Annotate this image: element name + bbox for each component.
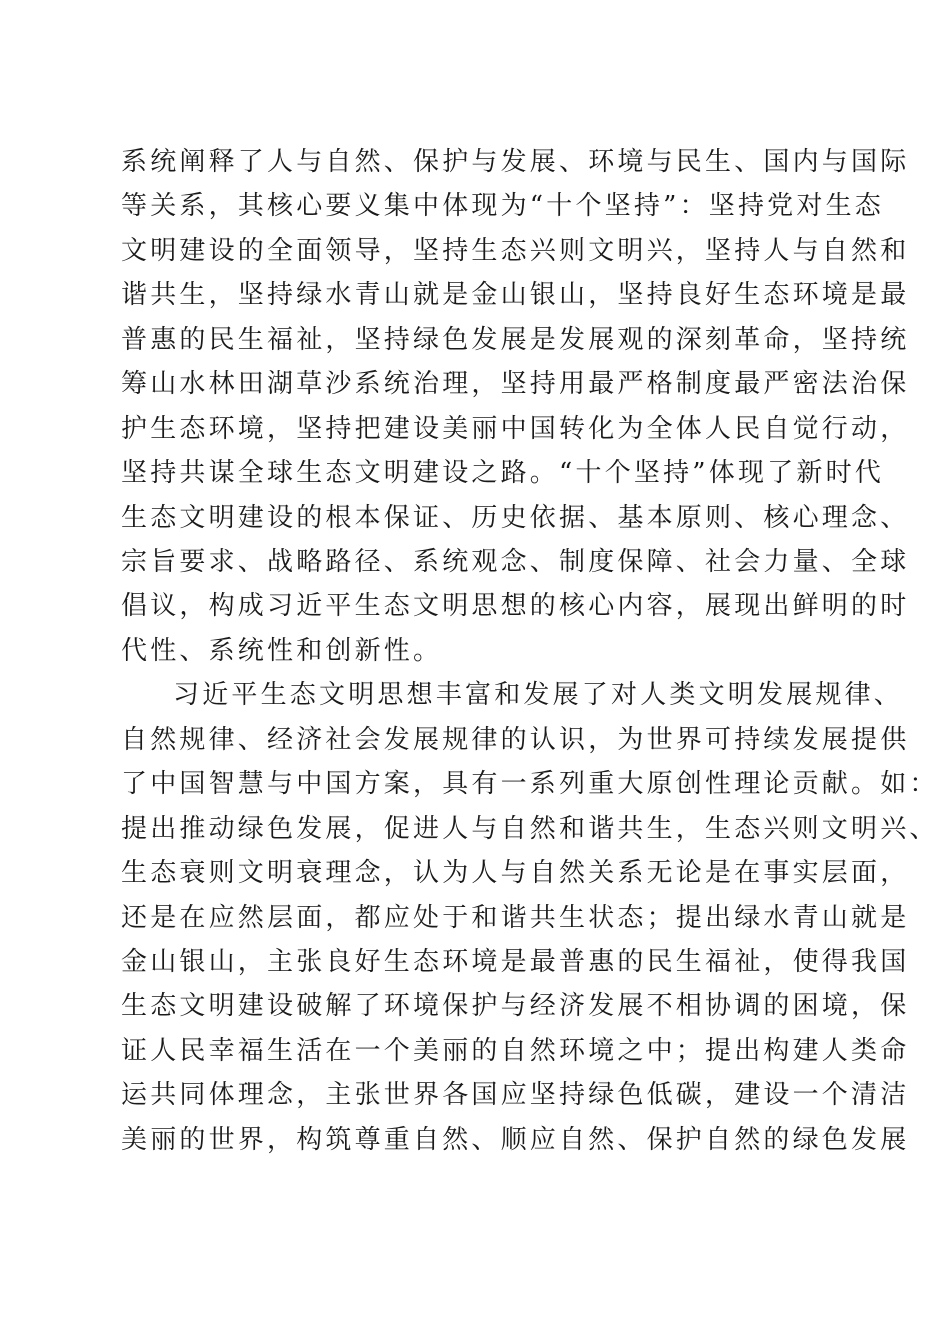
text-line: 运共同体理念，主张世界各国应坚持绿色低碳，建设一个清洁 bbox=[121, 1080, 910, 1110]
text-line: 代性、系统性和创新性。 bbox=[121, 636, 443, 666]
text-line: 宗旨要求、战略路径、系统观念、制度保障、社会力量、全球 bbox=[121, 547, 910, 577]
text-line: 普惠的民生福祉，坚持绿色发展是发展观的深刻革命，坚持统 bbox=[121, 325, 910, 355]
text-line: 生态文明建设的根本保证、历史依据、基本原则、核心理念、 bbox=[121, 503, 910, 533]
text-line: 还是在应然层面，都应处于和谐共生状态；提出绿水青山就是 bbox=[121, 903, 910, 933]
text-line: 金山银山，主张良好生态环境是最普惠的民生福祉，使得我国 bbox=[121, 947, 910, 977]
text-line: 证人民幸福生活在一个美丽的自然环境之中；提出构建人类命 bbox=[121, 1036, 910, 1066]
text-line: 提出推动绿色发展，促进人与自然和谐共生，生态兴则文明兴、 bbox=[121, 814, 939, 844]
text-line: 倡议，构成习近平生态文明思想的核心内容，展现出鲜明的时 bbox=[121, 591, 910, 621]
paragraph-first-line: 习近平生态文明思想丰富和发展了对人类文明发展规律、 bbox=[173, 680, 904, 710]
text-line: 谐共生，坚持绿水青山就是金山银山，坚持良好生态环境是最 bbox=[121, 280, 910, 310]
text-line: 自然规律、经济社会发展规律的认识，为世界可持续发展提供 bbox=[121, 725, 910, 755]
text-line: 生态衰则文明衰理念，认为人与自然关系无论是在事实层面， bbox=[121, 858, 910, 888]
text-line: 了中国智慧与中国方案，具有一系列重大原创性理论贡献。如： bbox=[121, 769, 939, 799]
text-line: 生态文明建设破解了环境保护与经济发展不相协调的困境，保 bbox=[121, 991, 910, 1021]
text-line: 筹山水林田湖草沙系统治理，坚持用最严格制度最严密法治保 bbox=[121, 369, 910, 399]
text-line: 文明建设的全面领导，坚持生态兴则文明兴，坚持人与自然和 bbox=[121, 236, 910, 266]
text-line: 系统阐释了人与自然、保护与发展、环境与民生、国内与国际 bbox=[121, 147, 910, 177]
text-line: 等关系，其核心要义集中体现为“十个坚持”：坚持党对生态 bbox=[121, 191, 884, 221]
text-line: 坚持共谋全球生态文明建设之路。“十个坚持”体现了新时代 bbox=[121, 458, 884, 488]
text-line: 美丽的世界，构筑尊重自然、顺应自然、保护自然的绿色发展 bbox=[121, 1125, 910, 1155]
text-line: 护生态环境，坚持把建设美丽中国转化为全体人民自觉行动， bbox=[121, 414, 910, 444]
